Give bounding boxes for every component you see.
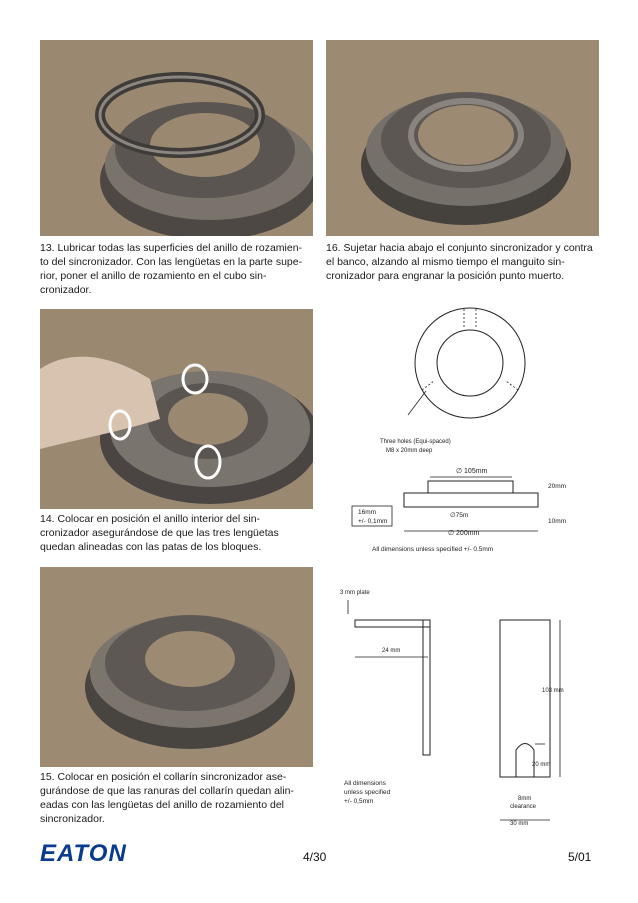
caption-line: el banco, alzando al mismo tiempo el manguito sin-: [326, 256, 565, 268]
photo-step-14: [40, 309, 313, 509]
dim-103: 103 mm: [542, 688, 564, 694]
dim-10: 10mm: [548, 518, 567, 525]
caption-line: cronizador asegurándose de que las tres lengüetas: [40, 527, 279, 539]
caption-line: cronizador para engranar la posición punto muerto.: [326, 270, 565, 282]
tolerance-note: All dimensions unless specified +/- 0.5mm: [372, 546, 494, 553]
caption-line: 15. Colocar en posición el collarín sincronizador ase-: [40, 771, 287, 783]
clearance-2: clearance: [510, 804, 537, 810]
caption-line: 16. Sujetar hacia abajo el conjunto sincronizador y contra: [326, 242, 593, 254]
holes-note-2: M8 x 20mm deep: [386, 448, 433, 454]
general-note-2: unless specified: [344, 789, 391, 796]
caption-line: to del sincronizador. Con las lengüetas en la parte supe-: [40, 256, 303, 268]
caption-line: 14. Colocar en posición el anillo interior del sin-: [40, 513, 261, 525]
dim-30: 30 mm: [510, 821, 529, 827]
caption-line: sincronizador.: [40, 813, 105, 825]
dim-16a: 16mm: [358, 509, 377, 516]
revision-date: 5/01: [568, 850, 592, 864]
dim-16b: +/- 0,1mm: [358, 518, 388, 525]
clearance-1: 8mm: [518, 796, 532, 802]
dim-75: ∅75m: [450, 512, 469, 519]
technical-drawing-plate: [330, 582, 600, 832]
photo-step-13: [40, 40, 313, 236]
caption-step-14: [40, 512, 316, 554]
plate-note: 3 mm plate: [340, 590, 370, 596]
caption-line: gurándose de que las ranuras del collarín quedan alin-: [40, 785, 294, 797]
caption-line: cronizador.: [40, 284, 92, 296]
photo-step-15: [40, 567, 313, 767]
eaton-logo: EATON: [40, 840, 127, 867]
caption-line: quedan alineadas con las patas de los bloques.: [40, 541, 262, 553]
general-note-1: All dimensions: [344, 780, 386, 787]
page-number: 4/30: [303, 850, 327, 864]
caption-line: eadas con las lengüetas del anillo de rozamiento del: [40, 799, 284, 811]
caption-line: 13. Lubricar todas las superficies del anillo de rozamien-: [40, 242, 303, 254]
dim-20: 20mm: [548, 483, 567, 490]
photo-step-16: [326, 40, 599, 236]
caption-step-13: [40, 241, 316, 297]
technical-drawing-ring: [330, 305, 600, 565]
dim-24: 24 mm: [382, 648, 401, 654]
holes-note-1: Three holes (Equi-spaced): [380, 439, 451, 445]
general-note-3: +/- 0,5mm: [344, 798, 374, 805]
caption-line: rior, poner el anillo de rozamiento en el cubo sin-: [40, 270, 267, 282]
caption-step-15: [40, 770, 316, 826]
dim-200: ∅ 200mm: [448, 530, 480, 537]
dim-20b: 20 mm: [532, 762, 551, 768]
dim-105: ∅ 105mm: [456, 468, 488, 475]
caption-step-16: [326, 241, 602, 283]
